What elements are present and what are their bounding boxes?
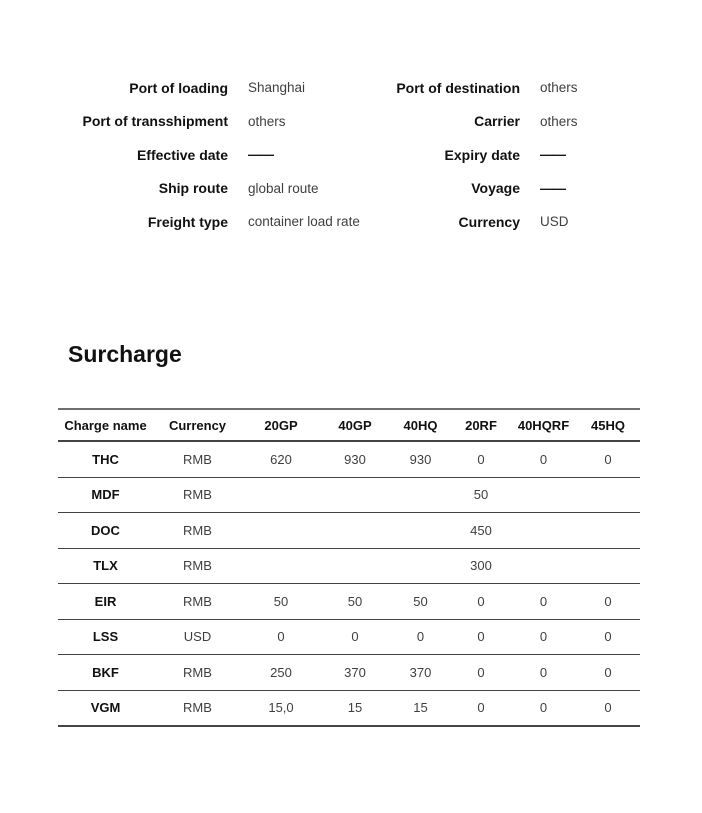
column-header-currency: Currency (153, 409, 242, 441)
value-cell-40hqrf: 0 (511, 441, 576, 477)
detail-label-expiry-date: Expiry date (444, 146, 520, 163)
value-cell-40gp: 50 (320, 584, 390, 620)
value-cell-45hq: 0 (576, 655, 640, 691)
detail-value-expiry-date: —— (540, 147, 565, 163)
surcharge-table (58, 408, 640, 727)
value-cell-20gp: 250 (242, 655, 320, 691)
value-cell-40gp (320, 548, 390, 584)
detail-value-ship-route: global route (248, 180, 319, 196)
header-row (58, 409, 640, 441)
value-cell-20gp: 15,0 (242, 690, 320, 726)
column-header-40hq: 40HQ (390, 409, 451, 441)
currency-cell: RMB (153, 584, 242, 620)
charge-name-cell: VGM (58, 690, 153, 726)
detail-label-voyage: Voyage (471, 180, 520, 197)
value-cell-45hq: 0 (576, 690, 640, 726)
table-row-eir (58, 584, 640, 620)
value-cell-40gp: 370 (320, 655, 390, 691)
value-cell-20gp: 620 (242, 441, 320, 477)
value-cell-20rf: 0 (451, 690, 511, 726)
column-header-charge-name: Charge name (58, 409, 153, 441)
surcharge-heading: Surcharge (68, 341, 182, 367)
value-cell-40gp (320, 513, 390, 549)
value-cell-20rf: 0 (451, 441, 511, 477)
detail-label-effective-date: Effective date (136, 146, 228, 163)
detail-label-carrier: Carrier (474, 113, 520, 130)
detail-label-port-of-loading: Port of loading (129, 79, 228, 96)
value-cell-40hqrf (511, 548, 576, 584)
value-cell-40gp: 0 (320, 619, 390, 655)
value-cell-20rf: 0 (451, 584, 511, 620)
value-cell-45hq (576, 477, 640, 513)
charge-name-cell: EIR (58, 584, 153, 620)
value-cell-40gp (320, 477, 390, 513)
table-row-mdf (58, 477, 640, 513)
charge-name-cell: DOC (58, 513, 153, 549)
table-row-doc (58, 513, 640, 549)
detail-label-port-of-transshipment: Port of transshipment (82, 113, 228, 130)
column-header-20gp: 20GP (242, 409, 320, 441)
surcharge-table-header (58, 409, 640, 441)
detail-value-port-of-loading: Shanghai (248, 80, 306, 96)
currency-cell: RMB (153, 513, 242, 549)
charge-name-cell: BKF (58, 655, 153, 691)
value-cell-20rf: 0 (451, 655, 511, 691)
value-cell-45hq (576, 548, 640, 584)
value-cell-20rf: 450 (451, 513, 511, 549)
value-cell-20gp (242, 477, 320, 513)
value-cell-40hqrf (511, 477, 576, 513)
detail-value-effective-date: —— (248, 147, 273, 163)
shipment-details (58, 71, 640, 239)
currency-cell: RMB (153, 441, 242, 477)
currency-cell: RMB (153, 477, 242, 513)
detail-value-port-of-destination: others (540, 80, 578, 96)
value-cell-40hqrf: 0 (511, 655, 576, 691)
charge-name-cell: THC (58, 441, 153, 477)
charge-name-cell: LSS (58, 619, 153, 655)
table-row-bkf (58, 655, 640, 691)
column-header-45hq: 45HQ (576, 409, 640, 441)
table-row-thc (58, 441, 640, 477)
column-header-40gp: 40GP (320, 409, 390, 441)
value-cell-40hqrf: 0 (511, 619, 576, 655)
value-cell-40hq: 0 (390, 619, 451, 655)
detail-label-currency: Currency (458, 213, 520, 230)
value-cell-20gp (242, 513, 320, 549)
value-cell-40hqrf (511, 513, 576, 549)
table-row-vgm (58, 690, 640, 726)
value-cell-40hq: 930 (390, 441, 451, 477)
value-cell-20gp: 50 (242, 584, 320, 620)
column-header-20rf: 20RF (451, 409, 511, 441)
table-row-lss (58, 619, 640, 655)
detail-value-currency: USD (540, 214, 569, 230)
detail-value-port-of-transshipment: others (248, 113, 286, 129)
surcharge-table-body (58, 441, 640, 726)
value-cell-20rf: 0 (451, 619, 511, 655)
currency-cell: USD (153, 619, 242, 655)
value-cell-20gp: 0 (242, 619, 320, 655)
detail-value-freight-type: container load rate (248, 214, 360, 230)
value-cell-40hq (390, 477, 451, 513)
currency-cell: RMB (153, 655, 242, 691)
value-cell-20rf: 300 (451, 548, 511, 584)
value-cell-45hq (576, 513, 640, 549)
value-cell-40hq: 15 (390, 690, 451, 726)
currency-cell: RMB (153, 548, 242, 584)
value-cell-40hqrf: 0 (511, 584, 576, 620)
detail-value-carrier: others (540, 113, 578, 129)
value-cell-40hq (390, 548, 451, 584)
value-cell-40gp: 15 (320, 690, 390, 726)
value-cell-40gp: 930 (320, 441, 390, 477)
value-cell-20rf: 50 (451, 477, 511, 513)
value-cell-40hq (390, 513, 451, 549)
detail-value-voyage: —— (540, 180, 565, 196)
detail-label-freight-type: Freight type (147, 213, 228, 230)
value-cell-40hq: 50 (390, 584, 451, 620)
value-cell-45hq: 0 (576, 584, 640, 620)
charge-name-cell: MDF (58, 477, 153, 513)
table-row-tlx (58, 548, 640, 584)
currency-cell: RMB (153, 690, 242, 726)
value-cell-40hqrf: 0 (511, 690, 576, 726)
value-cell-45hq: 0 (576, 441, 640, 477)
detail-label-port-of-destination: Port of destination (396, 79, 520, 96)
value-cell-20gp (242, 548, 320, 584)
value-cell-45hq: 0 (576, 619, 640, 655)
column-header-40hqrf: 40HQRF (511, 409, 576, 441)
detail-label-ship-route: Ship route (158, 180, 228, 197)
charge-name-cell: TLX (58, 548, 153, 584)
value-cell-40hq: 370 (390, 655, 451, 691)
